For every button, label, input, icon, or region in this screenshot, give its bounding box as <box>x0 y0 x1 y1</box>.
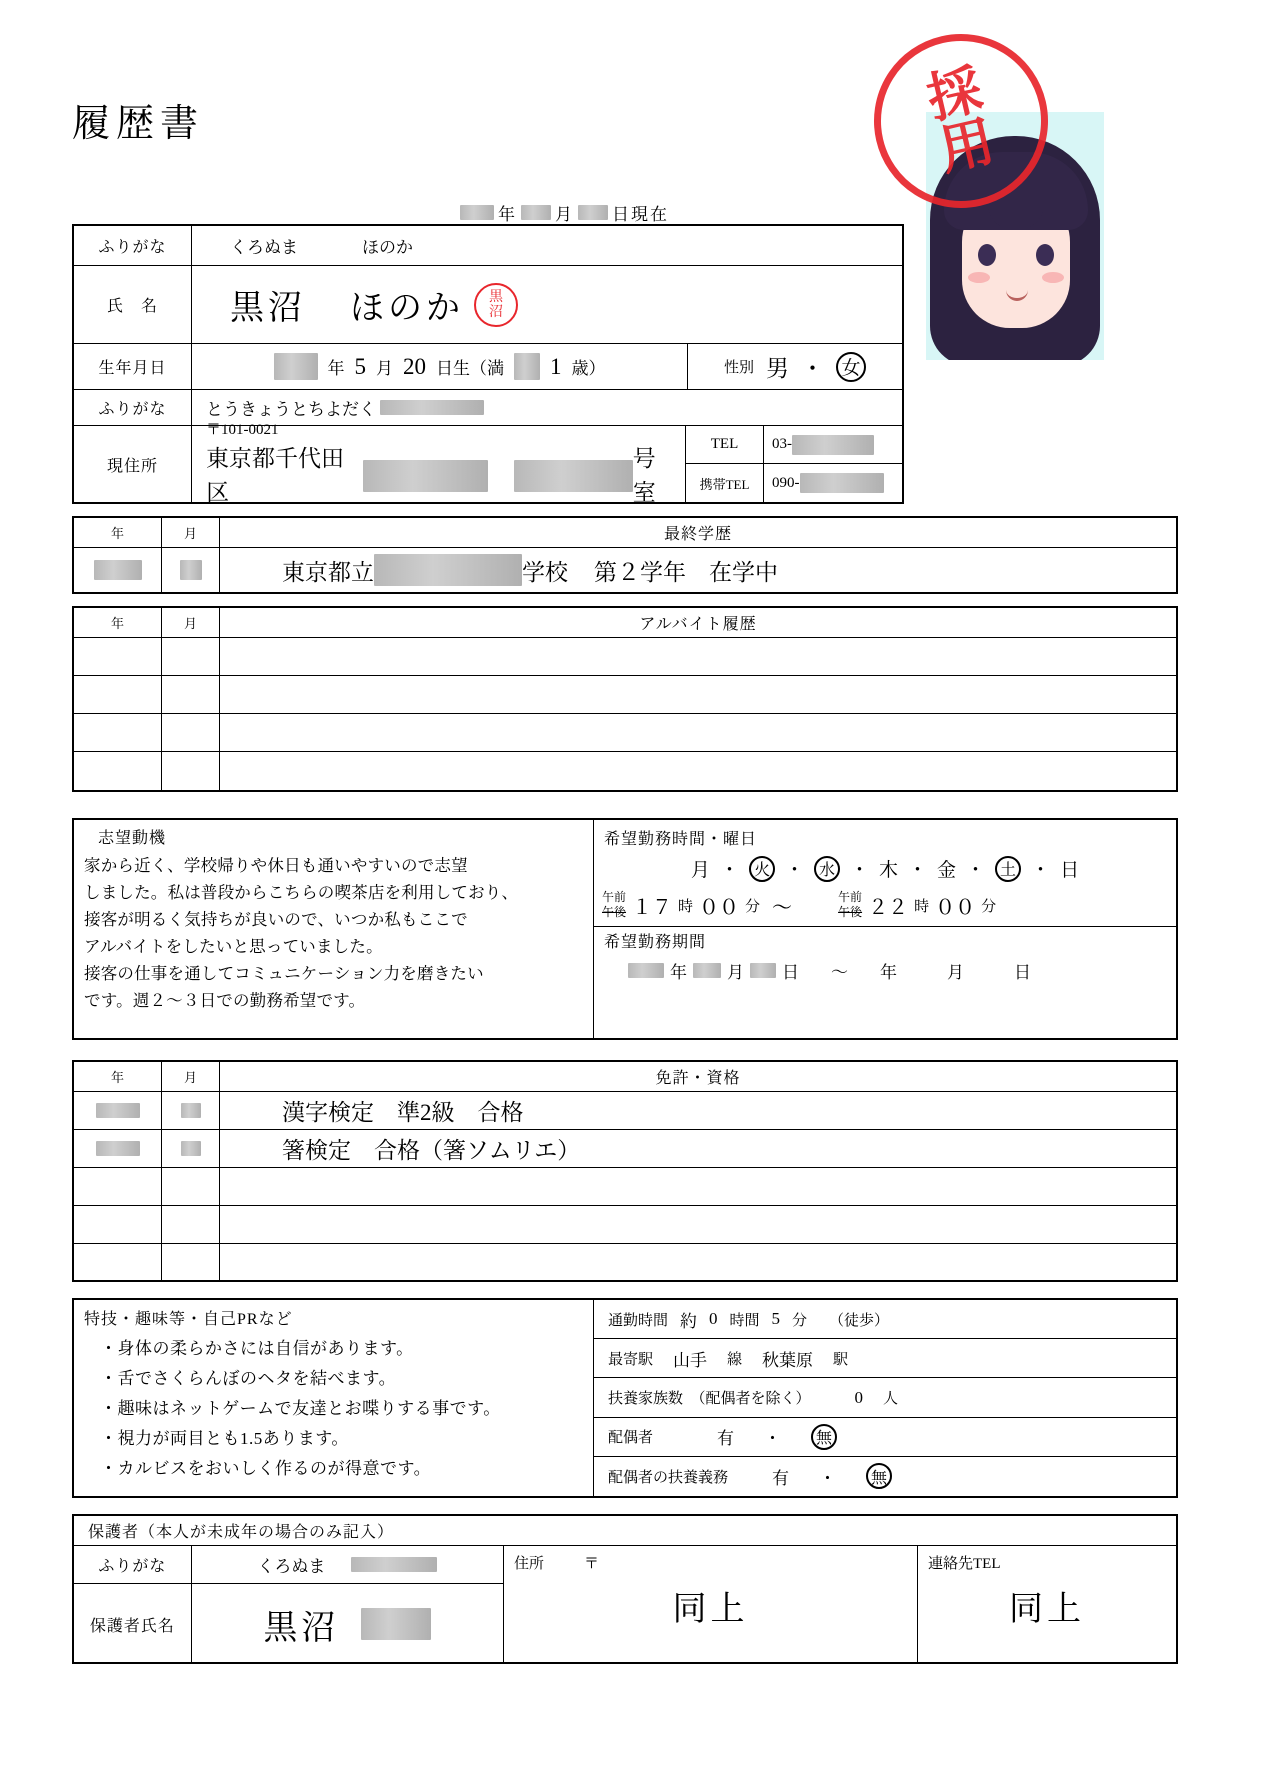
work-row-text <box>220 714 1176 752</box>
spouse-separator: ・ <box>764 1429 782 1449</box>
station-line-label: 線 <box>727 1351 743 1368</box>
work-row-month <box>162 638 220 676</box>
commute-minutes: 5 <box>771 1309 781 1329</box>
birthdate-label: 生年月日 <box>74 344 192 390</box>
period-end-month-label: 月 <box>947 963 964 982</box>
licenses-block <box>72 1060 1178 1282</box>
guardian-block <box>72 1514 1178 1664</box>
availability-period-header: 希望勤務期間 <box>594 926 1176 954</box>
license-year <box>74 1092 162 1130</box>
license-col-month: 月 <box>162 1062 220 1092</box>
education-school-prefix: 東京都立 <box>282 559 374 585</box>
commute-time-row <box>594 1300 1176 1339</box>
license-month <box>162 1206 220 1244</box>
start-ampm <box>602 890 626 920</box>
guardian-name-label: 保護者氏名 <box>74 1584 192 1664</box>
end-ampm <box>838 890 862 920</box>
license-entry: 漢字検定 準2級 合格 <box>220 1092 1176 1130</box>
furigana-label: ふりがな <box>74 226 192 266</box>
mobile-value <box>764 464 902 502</box>
day-sep: ・ <box>719 860 739 881</box>
motivation-availability-block <box>72 818 1178 1040</box>
personal-seal-char-1: 黒 <box>489 289 503 305</box>
gender-male: 男 <box>766 356 789 381</box>
tel-value <box>764 426 902 464</box>
spouse-support-label: 配偶者の扶養義務 <box>608 1469 729 1486</box>
dependents-label: 扶養家族数 （配偶者を除く） <box>608 1391 811 1407</box>
self-pr-item: ・カルビスをおいしく作るのが得意です。 <box>100 1459 432 1478</box>
page-title: 履歴書 <box>72 103 205 145</box>
education-col-month: 月 <box>162 518 220 548</box>
motivation-line: アルバイトをしたいと思っていました。 <box>84 937 383 956</box>
motivation-header: 志望動機 <box>98 830 167 847</box>
address-line <box>206 442 677 510</box>
education-header: 最終学歴 <box>220 518 1176 548</box>
day-mon: 月 <box>690 860 710 881</box>
stamp-char-2: 用 <box>933 111 1000 182</box>
mobile-prefix: 090- <box>772 474 800 491</box>
hour-label: 時 <box>678 898 694 915</box>
period-end-day-label: 日 <box>1014 963 1031 982</box>
license-entry <box>220 1206 1176 1244</box>
education-year <box>74 548 162 592</box>
commute-cell <box>594 1300 1176 1496</box>
work-row-text <box>220 638 1176 676</box>
guardian-tel-value: 同上 <box>1009 1590 1085 1628</box>
work-row-year <box>74 638 162 676</box>
licenses-header: 免許・資格 <box>220 1062 1176 1092</box>
motivation-line: です。週２〜３日での勤務希望です。 <box>84 991 366 1010</box>
station-suffix: 駅 <box>833 1351 849 1368</box>
commute-minutes-label: 分 <box>792 1312 808 1329</box>
availability-header: 希望勤務時間・曜日 <box>604 831 758 848</box>
as-of-month-label: 月 <box>555 205 574 224</box>
period-tilde: 〜 <box>831 963 848 982</box>
availability-days <box>594 851 1176 890</box>
gender-female: 女 <box>836 352 866 382</box>
commute-time-label: 通勤時間 <box>608 1312 669 1329</box>
gender-label: 性別 <box>723 360 754 376</box>
license-entry: 箸検定 合格（箸ソムリエ） <box>220 1130 1176 1168</box>
day-sep: ・ <box>966 860 986 881</box>
identity-block <box>72 224 904 504</box>
postal-code: 〒101-0021 <box>206 422 279 438</box>
self-pr-item: ・趣味はネットゲームで友達とお喋りする事です。 <box>100 1399 501 1418</box>
birth-day-label: 日生（満 <box>436 359 504 378</box>
guardian-name-value <box>192 1584 503 1664</box>
birthdate-value <box>192 344 688 390</box>
work-history-block <box>72 606 1178 792</box>
availability-period <box>594 954 1176 983</box>
spouse-yes: 有 <box>717 1429 735 1449</box>
work-row-month <box>162 752 220 790</box>
motivation-line: 家から近く、学校帰りや休日も通いやすいので志望 <box>84 856 468 875</box>
spouse-support-no: 無 <box>866 1463 892 1489</box>
address-furigana-label: ふりがな <box>74 390 192 426</box>
guardian-address-value: 同上 <box>672 1590 749 1628</box>
commute-hours-label: 時間 <box>729 1312 760 1329</box>
day-sep: ・ <box>849 860 869 881</box>
work-row-month <box>162 676 220 714</box>
period-start-day-label: 日 <box>782 963 799 982</box>
birth-year-label: 年 <box>327 359 345 378</box>
education-col-year: 年 <box>74 518 162 548</box>
as-of-day-label: 日現在 <box>612 205 669 224</box>
end-minute: ００ <box>935 896 976 919</box>
furigana-given: ほのか <box>362 238 413 257</box>
furigana-value <box>192 226 902 266</box>
license-entry <box>220 1168 1176 1206</box>
start-ampm-am: 午前 <box>602 890 627 904</box>
time-tilde: 〜 <box>772 896 793 919</box>
license-entry <box>220 1244 1176 1282</box>
station-label: 最寄駅 <box>608 1351 654 1368</box>
license-month <box>162 1168 220 1206</box>
guardian-tel-label: 連絡先TEL <box>928 1556 1001 1572</box>
spouse-support-row <box>594 1457 1176 1496</box>
guardian-tel-cell <box>918 1546 1176 1664</box>
work-row-month <box>162 714 220 752</box>
hour-label: 時 <box>914 898 930 915</box>
period-start-year-label: 年 <box>670 963 687 982</box>
tel-label: TEL <box>686 426 764 464</box>
dependents-unit: 人 <box>883 1391 899 1407</box>
period-end-year-label: 年 <box>880 963 897 982</box>
guardian-address-label: 住所 <box>514 1556 545 1572</box>
end-ampm-pm: 午後 <box>838 905 863 919</box>
as-of-year-label: 年 <box>498 205 517 224</box>
work-row-text <box>220 752 1176 790</box>
spouse-no: 無 <box>811 1424 837 1450</box>
end-ampm-am: 午前 <box>838 890 863 904</box>
work-col-month: 月 <box>162 608 220 638</box>
personal-seal-char-2: 沼 <box>489 304 503 320</box>
self-pr-header: 特技・趣味等・自己PRなど <box>84 1311 293 1328</box>
furigana-family: くろぬま <box>230 238 298 257</box>
birth-age-label: 歳） <box>571 359 606 378</box>
education-entry <box>220 548 1176 592</box>
address-furigana-value <box>192 390 902 426</box>
address-label: 現住所 <box>74 426 192 502</box>
license-year <box>74 1168 162 1206</box>
minute-label: 分 <box>981 898 997 915</box>
work-row-text <box>220 676 1176 714</box>
guardian-name-area <box>74 1546 504 1664</box>
commute-hours: 0 <box>709 1309 718 1329</box>
self-pr-item: ・視力が両目とも1.5あります。 <box>100 1429 349 1448</box>
selfpr-commute-block <box>72 1298 1178 1498</box>
day-sep: ・ <box>908 860 928 881</box>
stamp-char-1: 採 <box>921 59 989 131</box>
guardian-header: 保護者（本人が未成年の場合のみ記入） <box>74 1516 1176 1546</box>
motivation-cell <box>74 820 594 1038</box>
guardian-address-postal: 〒 <box>584 1556 600 1572</box>
self-pr-item: ・舌でさくらんぼのヘタを結べます。 <box>100 1369 397 1388</box>
spouse-support-separator: ・ <box>819 1468 837 1488</box>
address-furigana-text: とうきょうとちよだく <box>206 400 376 419</box>
birth-day: 20 <box>403 353 426 379</box>
day-sat: 土 <box>995 856 1021 882</box>
period-start-month-label: 月 <box>727 963 744 982</box>
license-year <box>74 1130 162 1168</box>
guardian-furigana-text: くろぬま <box>257 1557 326 1576</box>
photo-eye-right <box>1036 244 1054 266</box>
education-detail: 第２学年 在学中 <box>594 559 778 585</box>
availability-cell <box>594 820 1176 1038</box>
nearest-station-row <box>594 1339 1176 1378</box>
day-fri: 金 <box>937 860 957 881</box>
spouse-label: 配偶者 <box>608 1430 654 1447</box>
guardian-furigana-label: ふりがな <box>74 1546 192 1584</box>
address-value <box>192 422 686 505</box>
education-school-suffix: 学校 <box>522 559 568 585</box>
education-month <box>162 548 220 592</box>
motivation-line: 接客が明るく気持ちが良いので、いつか私もここで <box>84 910 468 929</box>
guardian-address-cell <box>504 1546 918 1664</box>
day-thu: 木 <box>878 860 898 881</box>
license-year <box>74 1244 162 1282</box>
start-ampm-pm: 午後 <box>602 905 627 919</box>
work-row-year <box>74 752 162 790</box>
birth-month: 5 <box>354 353 366 379</box>
name-given: ほのか <box>350 290 464 327</box>
dependents-count: 0 <box>854 1387 864 1407</box>
self-pr-item: ・身体の柔らかさには自信があります。 <box>100 1339 414 1358</box>
education-block <box>72 516 1178 594</box>
name-label: 氏 名 <box>74 266 192 344</box>
name-family: 黒沼 <box>230 290 306 327</box>
commute-mode: （徒歩） <box>829 1312 890 1329</box>
license-col-year: 年 <box>74 1062 162 1092</box>
dependents-row <box>594 1378 1176 1417</box>
license-month <box>162 1244 220 1282</box>
photo-blush-right <box>1042 272 1064 283</box>
mobile-label: 携帯TEL <box>686 464 764 502</box>
work-row-year <box>74 714 162 752</box>
address-text: 東京都千代田区 <box>206 446 344 505</box>
station-line: 山手 <box>673 1350 708 1370</box>
availability-time <box>594 890 1176 926</box>
license-year <box>74 1206 162 1244</box>
license-month <box>162 1092 220 1130</box>
gender-cell <box>688 344 902 390</box>
commute-approx: 約 <box>680 1311 698 1331</box>
day-tue: 火 <box>749 856 775 882</box>
work-header: アルバイト履歴 <box>220 608 1176 638</box>
photo-eye-left <box>978 244 996 266</box>
guardian-furigana-value <box>192 1546 503 1584</box>
start-minute: ００ <box>699 896 740 919</box>
license-month <box>162 1130 220 1168</box>
day-wed: 水 <box>814 856 840 882</box>
day-sun: 日 <box>1060 860 1080 881</box>
work-col-year: 年 <box>74 608 162 638</box>
motivation-line: しました。私は普段からこちらの喫茶店を利用しており、 <box>84 883 519 902</box>
name-value <box>192 266 902 344</box>
work-row-year <box>74 676 162 714</box>
minute-label: 分 <box>745 898 761 915</box>
spouse-row <box>594 1418 1176 1457</box>
day-sep: ・ <box>784 860 804 881</box>
self-pr-list <box>84 1334 501 1484</box>
spouse-support-yes: 有 <box>772 1468 790 1488</box>
as-of-date <box>460 200 669 225</box>
tel-prefix: 03- <box>772 436 792 452</box>
self-pr-cell <box>74 1300 594 1496</box>
address-suffix: 号室 <box>632 446 656 505</box>
station-name: 秋葉原 <box>762 1350 814 1370</box>
personal-seal <box>474 283 518 327</box>
birth-age: 1 <box>550 353 562 379</box>
day-sep: ・ <box>1031 860 1051 881</box>
end-hour: ２２ <box>868 896 909 919</box>
start-hour: １７ <box>632 896 673 919</box>
motivation-line: 接客の仕事を通してコミュニケーション力を磨きたい <box>84 964 484 983</box>
contact-cell <box>686 426 902 502</box>
guardian-name-text: 黒沼 <box>263 1609 340 1647</box>
gender-separator: ・ <box>801 356 824 381</box>
photo-blush-left <box>968 272 990 283</box>
birth-month-label: 月 <box>376 359 393 378</box>
motivation-text <box>84 852 518 1014</box>
